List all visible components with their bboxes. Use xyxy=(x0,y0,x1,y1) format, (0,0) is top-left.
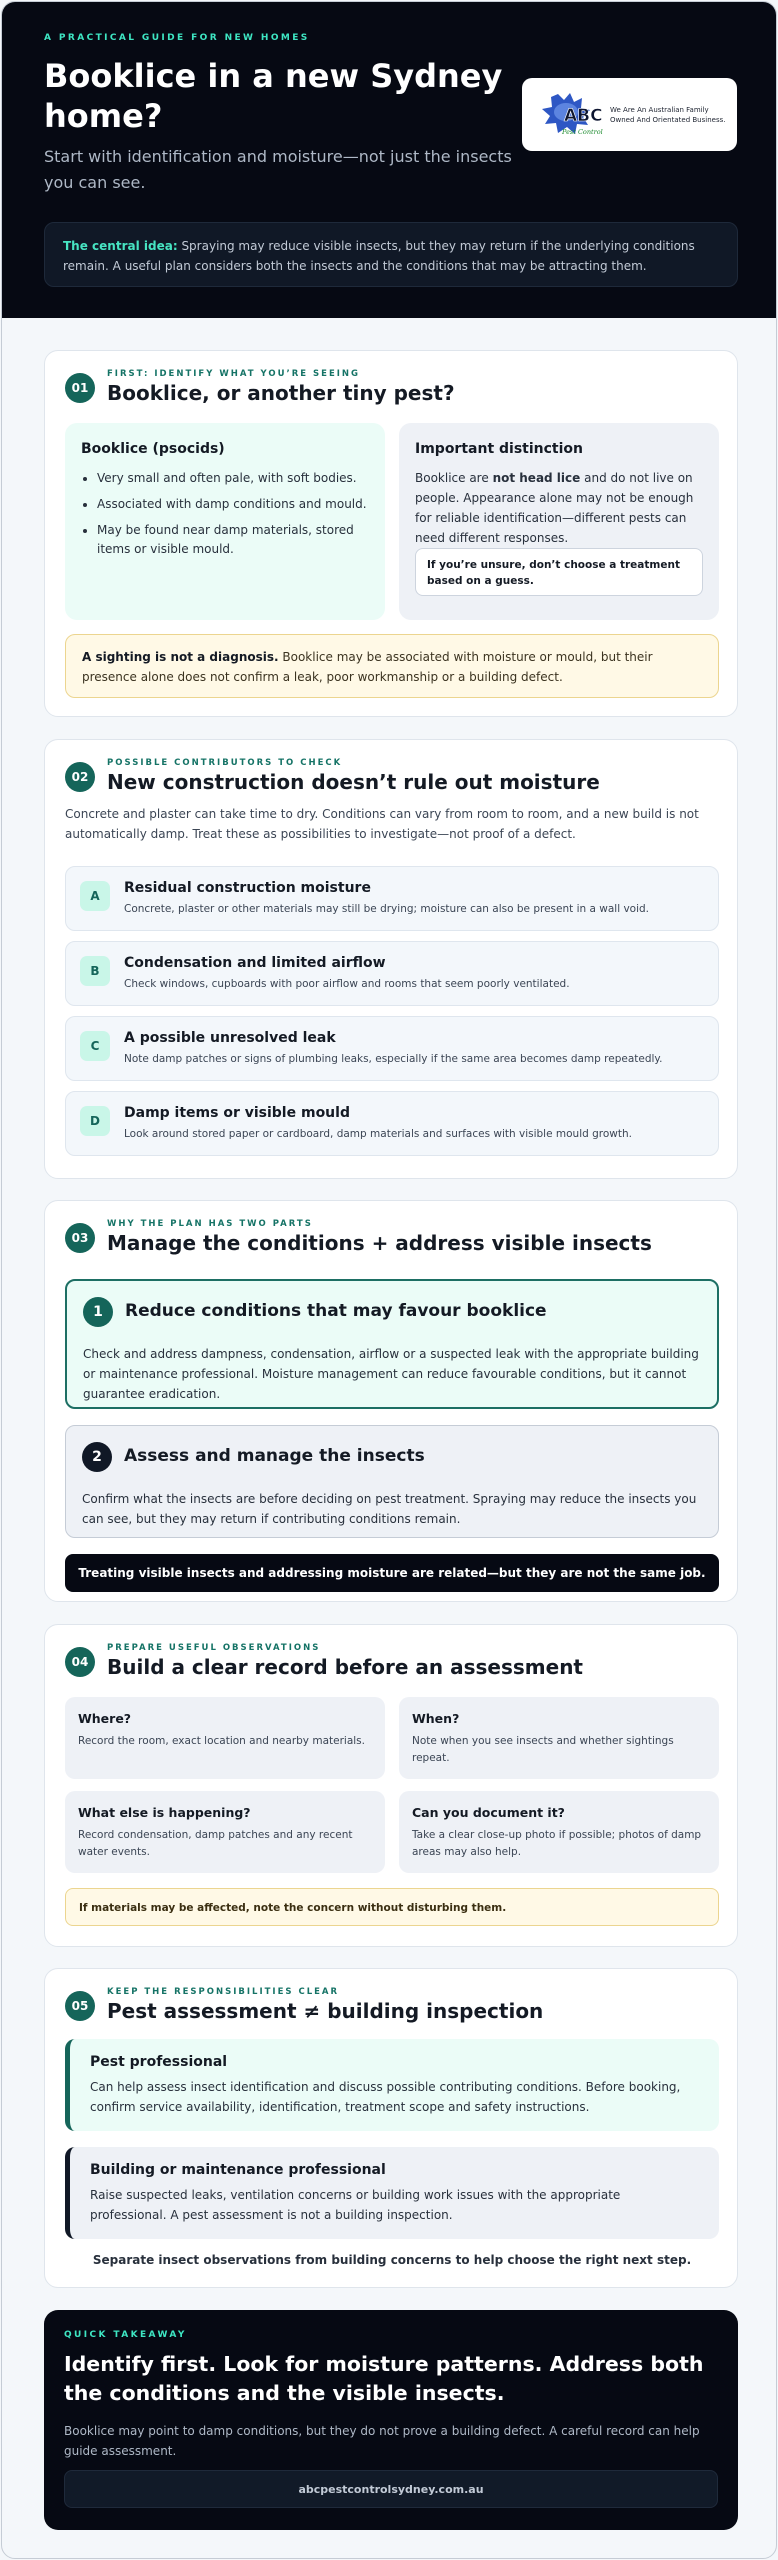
page xyxy=(1,1,777,2559)
logo-mark-subtext: Pest Control xyxy=(562,128,603,136)
section-eyebrow: KEEP THE RESPONSIBILITIES CLEAR xyxy=(107,1987,340,1997)
step-desc: Check and address dampness, condensation, airflow or a suspected leak with the appropriate building or maintenance professional. Moisture management can reduce favourable conditions, but it cannot guarantee eradication. xyxy=(83,1347,699,1401)
psocids-title: Booklice (psocids) xyxy=(81,441,225,457)
materials-note: If materials may be affected, note the concern without disturbing them. xyxy=(65,1888,719,1926)
distinction-text xyxy=(415,468,703,548)
step-desc: Confirm what the insects are before deciding on pest treatment. Spraying may reduce the insects you can see, but they may return if contributing conditions remain. xyxy=(82,1492,697,1526)
section-title: New construction doesn’t rule out moisture xyxy=(107,770,600,794)
list-item: • May be found near damp materials, stored items or visible mould. xyxy=(97,521,369,559)
distinction-emphasis: not head lice xyxy=(492,471,581,485)
step-title: Reduce conditions that may favour booklice xyxy=(125,1301,547,1321)
unsure-note: If you’re unsure, don’t choose a treatment based on a guess. xyxy=(415,548,703,596)
section-number-badge: 01 xyxy=(65,373,95,403)
list-item: • Very small and often pale, with soft bodies. xyxy=(97,469,369,488)
section-eyebrow: PREPARE USEFUL OBSERVATIONS xyxy=(107,1643,321,1653)
separate-note: Separate insect observations from building concerns to help choose the right next step. xyxy=(92,2253,692,2267)
role-building-professional xyxy=(65,2147,719,2239)
role-title: Building or maintenance professional xyxy=(90,2162,386,2178)
section-observations xyxy=(44,1624,738,1947)
contributor-letter: A xyxy=(80,881,110,911)
section-title: Pest assessment ≠ building inspection xyxy=(107,1999,544,2023)
role-desc: Raise suspected leaks, ventilation concerns or building work issues with the appropriate professional. A pest assessment is not a building inspection. xyxy=(90,2188,621,2222)
takeaway-section xyxy=(44,2310,738,2530)
observation-title: What else is happening? xyxy=(78,1805,251,1820)
contributor-item xyxy=(65,1091,719,1156)
hero-kicker: A PRACTICAL GUIDE FOR NEW HOMES xyxy=(44,33,310,43)
contributor-letter: D xyxy=(80,1106,110,1136)
distinction-title: Important distinction xyxy=(415,441,583,457)
hero-section xyxy=(2,2,777,318)
psocids-box xyxy=(65,423,385,620)
role-pest-professional xyxy=(65,2039,719,2131)
section-identify xyxy=(44,350,738,717)
section-responsibilities xyxy=(44,1968,738,2288)
observation-card xyxy=(65,1791,385,1873)
section-number-badge: 04 xyxy=(65,1647,95,1677)
contributor-title: Condensation and limited airflow xyxy=(124,955,386,971)
section-title: Build a clear record before an assessment xyxy=(107,1655,583,1679)
contributor-desc: Look around stored paper or cardboard, damp materials and surfaces with visible mould growth. xyxy=(124,1128,632,1140)
section-number-badge: 05 xyxy=(65,1991,95,2021)
role-title: Pest professional xyxy=(90,2054,228,2070)
contributor-item xyxy=(65,941,719,1006)
section-eyebrow: WHY THE PLAN HAS TWO PARTS xyxy=(107,1219,313,1229)
contributor-desc: Check windows, cupboards with poor airflow and rooms that seem poorly ventilated. xyxy=(124,978,570,990)
list-item: • Associated with damp conditions and mould. xyxy=(97,495,369,514)
section-number-badge: 03 xyxy=(65,1223,95,1253)
takeaway-kicker: QUICK TAKEAWAY xyxy=(64,2330,187,2340)
distinction-text-b: and do not live on people. Appearance alone may not be enough for reliable identification—different pests can need different responses. xyxy=(415,471,694,545)
observation-desc: Record condensation, damp patches and any recent water events. xyxy=(78,1829,353,1858)
page-title: Booklice in a new Sydney home? xyxy=(44,57,503,135)
logo-card[interactable] xyxy=(522,78,737,151)
plan-step xyxy=(65,1425,719,1538)
takeaway-title: Identify first. Look for moisture patterns. Address both the conditions and the visible insects. xyxy=(64,2352,704,2405)
observation-desc: Take a clear close-up photo if possible; photos of damp areas may also help. xyxy=(412,1829,702,1858)
section-plan xyxy=(44,1200,738,1602)
logo-mark-text: ABC xyxy=(564,106,603,126)
section-title: Booklice, or another tiny pest? xyxy=(107,381,455,405)
plan-step xyxy=(65,1279,719,1409)
step-number: 2 xyxy=(82,1442,112,1472)
section-number-badge: 02 xyxy=(65,762,95,792)
section-eyebrow: FIRST: IDENTIFY WHAT YOU’RE SEEING xyxy=(107,369,361,379)
logo-tagline: We Are An Australian Family Owned And Orientated Business. xyxy=(610,106,726,124)
contributor-item xyxy=(65,1016,719,1081)
contributor-desc: Concrete, plaster or other materials may still be drying; moisture can also be present in a wall void. xyxy=(124,903,650,915)
central-idea-text: Spraying may reduce visible insects, but they may return if the underlying conditions remain. A useful plan considers both the insects and the conditions that may be attracting them. xyxy=(63,239,695,273)
role-desc: Can help assess insect identification and discuss possible contributing conditions. Before booking, confirm service availability, identification, treatment scope and safety instructions. xyxy=(90,2080,681,2114)
diagnosis-callout xyxy=(65,634,719,698)
step-title: Assess and manage the insects xyxy=(124,1446,425,1466)
contributor-title: Damp items or visible mould xyxy=(124,1105,350,1121)
diagnosis-lead: A sighting is not a diagnosis. xyxy=(82,650,279,664)
observation-card xyxy=(65,1697,385,1779)
section-intro: Concrete and plaster can take time to dry. Conditions can vary from room to room, and a new build is not automatically damp. Treat these as possibilities to investigate—not proof of a defect. xyxy=(65,807,699,841)
observation-title: Where? xyxy=(78,1711,132,1726)
central-idea-box xyxy=(44,222,738,287)
section-title: Manage the conditions + address visible insects xyxy=(107,1231,652,1255)
contributor-letter: C xyxy=(80,1031,110,1061)
distinction-box xyxy=(399,423,719,620)
contributor-title: A possible unresolved leak xyxy=(124,1030,336,1046)
related-banner: Treating visible insects and addressing moisture are related—but they are not the same job. xyxy=(65,1554,719,1592)
observation-title: When? xyxy=(412,1711,460,1726)
step-number: 1 xyxy=(83,1297,113,1327)
observation-title: Can you document it? xyxy=(412,1805,565,1820)
observation-desc: Record the room, exact location and nearby materials. xyxy=(78,1735,365,1747)
section-contributors xyxy=(44,739,738,1179)
central-idea-lead: The central idea: xyxy=(63,239,178,253)
takeaway-desc: Booklice may point to damp conditions, but they do not prove a building defect. A careful record can help guide assessment. xyxy=(64,2424,700,2458)
contributor-letter: B xyxy=(80,956,110,986)
contributor-item xyxy=(65,866,719,931)
website-link[interactable]: abcpestcontrolsydney.com.au xyxy=(64,2470,718,2508)
section-eyebrow: POSSIBLE CONTRIBUTORS TO CHECK xyxy=(107,758,343,768)
distinction-text-a: Booklice are xyxy=(415,471,493,485)
psocids-list xyxy=(81,469,369,559)
observation-card xyxy=(399,1697,719,1779)
bug-logo-icon xyxy=(534,90,604,138)
contributor-desc: Note damp patches or signs of plumbing leaks, especially if the same area becomes damp repeatedly. xyxy=(124,1053,663,1065)
diagnosis-text: Booklice may be associated with moisture or mould, but their presence alone does not confirm a leak, poor workmanship or a building defect. xyxy=(82,650,653,684)
observation-card xyxy=(399,1791,719,1873)
observation-desc: Note when you see insects and whether sightings repeat. xyxy=(412,1735,674,1764)
contributor-title: Residual construction moisture xyxy=(124,880,371,896)
hero-subtitle: Start with identification and moisture—not just the insects you can see. xyxy=(44,147,512,192)
